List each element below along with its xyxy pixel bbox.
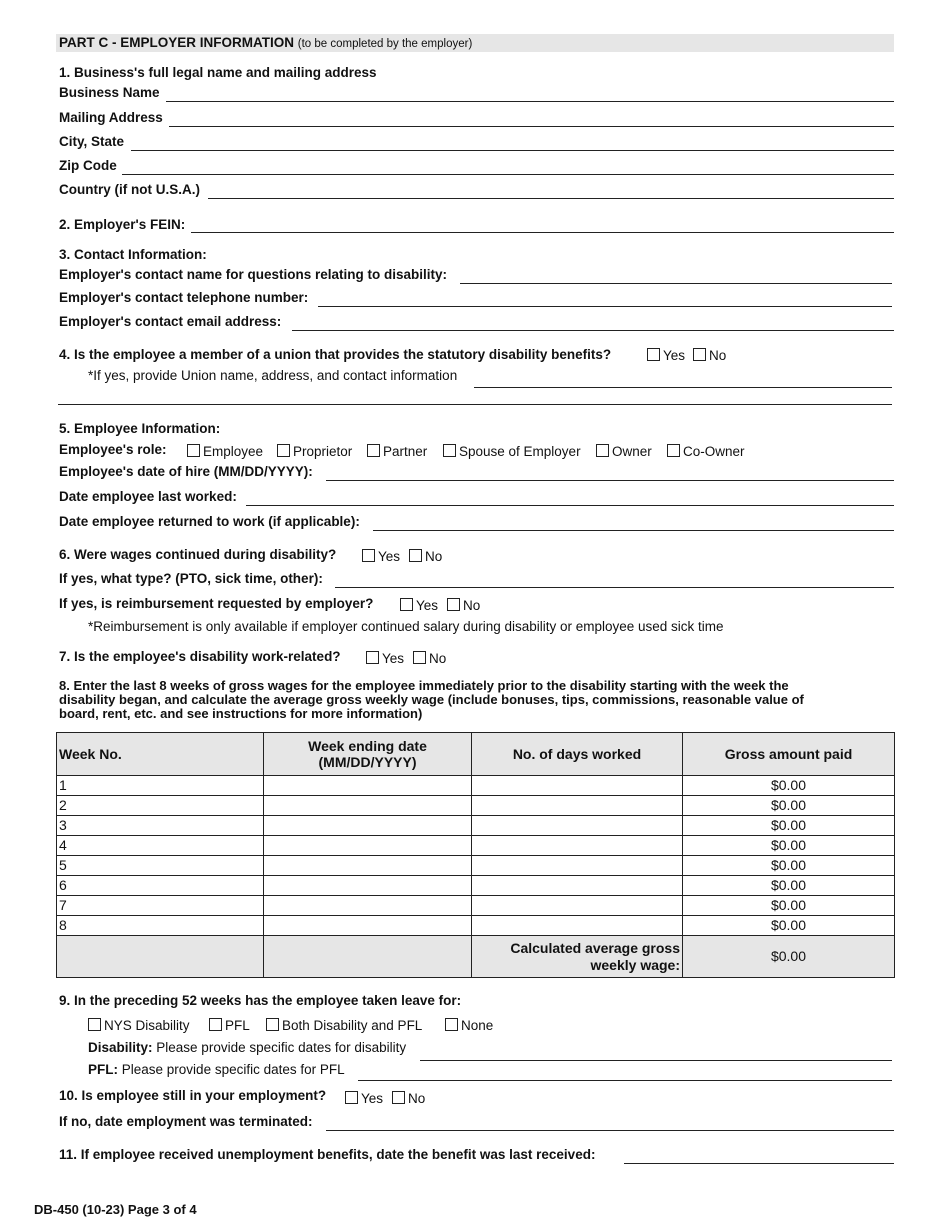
union-info-field-2[interactable]: [58, 404, 892, 405]
role-spouse-checkbox[interactable]: [443, 444, 456, 457]
days-worked-cell[interactable]: [472, 916, 683, 936]
days-worked-cell[interactable]: [472, 796, 683, 816]
returned-label: Date employee returned to work (if applicable):: [59, 514, 360, 529]
week-ending-cell[interactable]: [264, 896, 472, 916]
col-week-ending-line1: Week ending date: [308, 738, 427, 754]
col-gross-amount: Gross amount paid: [683, 733, 895, 776]
week-ending-cell[interactable]: [264, 876, 472, 896]
average-empty-cell-2: [264, 936, 472, 978]
wage-type-label: If yes, what type? (PTO, sick time, other):: [59, 571, 323, 586]
gross-amount-cell[interactable]: $0.00: [683, 836, 895, 856]
section-note: (to be completed by the employer): [297, 38, 473, 50]
disability-dates-field[interactable]: [420, 1060, 892, 1061]
still-employed-no-label: No: [408, 1091, 426, 1106]
work-related-question: 7. Is the employee's disability work-related?: [59, 649, 341, 664]
pfl-dates-label: [88, 1062, 345, 1077]
role-employee-checkbox[interactable]: [187, 444, 200, 457]
reimbursement-question: If yes, is reimbursement requested by employer?: [59, 596, 374, 611]
contact-email-label: Employer's contact email address:: [59, 314, 282, 329]
week-no-cell: 3: [57, 816, 264, 836]
reimb-no-label: No: [463, 598, 481, 613]
wage-type-field[interactable]: [335, 587, 894, 588]
contact-email-field[interactable]: [292, 330, 894, 331]
week-no-cell: 7: [57, 896, 264, 916]
pfl-dates-bold: PFL:: [88, 1062, 118, 1077]
page-footer: DB-450 (10-23) Page 3 of 4: [34, 1202, 197, 1217]
week-ending-cell[interactable]: [264, 776, 472, 796]
average-label-line1: Calculated average gross: [510, 939, 680, 956]
table-row: [57, 796, 895, 816]
contact-phone-label: Employer's contact telephone number:: [59, 290, 309, 305]
reimb-yes-label: Yes: [416, 598, 439, 613]
table-row: [57, 856, 895, 876]
last-worked-field[interactable]: [246, 505, 894, 506]
week-ending-cell[interactable]: [264, 816, 472, 836]
zip-code-field[interactable]: [122, 174, 894, 175]
leave-pfl-option[interactable]: [209, 1018, 250, 1033]
days-worked-cell[interactable]: [472, 836, 683, 856]
still-employed-yes-option[interactable]: [345, 1091, 383, 1106]
table-header-row: [57, 733, 895, 776]
union-yes-checkbox[interactable]: [647, 348, 660, 361]
reimb-no-checkbox[interactable]: [447, 598, 460, 611]
week-ending-cell[interactable]: [264, 796, 472, 816]
wages-yes-label: Yes: [378, 549, 401, 564]
section-header: [59, 35, 472, 50]
last-worked-label: Date employee last worked:: [59, 489, 237, 504]
hire-date-label: Employee's date of hire (MM/DD/YYYY):: [59, 464, 313, 479]
country-field[interactable]: [208, 198, 894, 199]
reimb-yes-option[interactable]: [400, 598, 438, 613]
week-ending-cell[interactable]: [264, 836, 472, 856]
hire-date-field[interactable]: [326, 480, 894, 481]
leave-none-checkbox[interactable]: [445, 1018, 458, 1031]
section-title: PART C - EMPLOYER INFORMATION: [59, 35, 294, 50]
wages-no-label: No: [425, 549, 443, 564]
union-info-field-1[interactable]: [474, 387, 892, 388]
zip-code-label: Zip Code: [59, 158, 117, 173]
week-no-cell: 1: [57, 776, 264, 796]
col-days-worked: No. of days worked: [472, 733, 683, 776]
role-partner-option[interactable]: [367, 444, 427, 459]
week-no-cell: 4: [57, 836, 264, 856]
days-worked-cell[interactable]: [472, 876, 683, 896]
unemployment-date-field[interactable]: [624, 1163, 894, 1164]
role-proprietor-checkbox[interactable]: [277, 444, 290, 457]
mailing-address-field[interactable]: [169, 126, 894, 127]
reimbursement-note: *Reimbursement is only available if employer continued salary during disability or employee used sick time: [88, 619, 724, 634]
still-employed-question: 10. Is employee still in your employment?: [59, 1088, 327, 1103]
role-spouse-option[interactable]: [443, 444, 581, 459]
still-employed-yes-checkbox[interactable]: [345, 1091, 358, 1104]
wages-table: [56, 732, 895, 978]
pfl-dates-field[interactable]: [358, 1080, 892, 1081]
role-owner-label: Owner: [612, 444, 652, 459]
table-row: [57, 876, 895, 896]
week-no-cell: 2: [57, 796, 264, 816]
fein-label: 2. Employer's FEIN:: [59, 217, 186, 232]
role-co-owner-label: Co-Owner: [683, 444, 745, 459]
role-spouse-label: Spouse of Employer: [459, 444, 581, 459]
role-co-owner-checkbox[interactable]: [667, 444, 680, 457]
gross-amount-cell[interactable]: $0.00: [683, 776, 895, 796]
table-row: [57, 776, 895, 796]
work-related-yes-checkbox[interactable]: [366, 651, 379, 664]
col-week-ending: [264, 733, 472, 776]
union-no-option[interactable]: [693, 348, 726, 363]
role-partner-label: Partner: [383, 444, 428, 459]
gross-amount-cell[interactable]: $0.00: [683, 856, 895, 876]
still-employed-yes-label: Yes: [361, 1091, 384, 1106]
days-worked-cell[interactable]: [472, 816, 683, 836]
union-question: 4. Is the employee a member of a union that provides the statutory disability benefits?: [59, 347, 612, 362]
terminated-date-field[interactable]: [326, 1130, 894, 1131]
average-empty-cell-1: [57, 936, 264, 978]
leave-nys-disability-checkbox[interactable]: [88, 1018, 101, 1031]
average-label-line2: weekly wage:: [590, 956, 680, 973]
union-yes-label: Yes: [663, 348, 686, 363]
table-row: [57, 896, 895, 916]
city-state-field[interactable]: [131, 150, 894, 151]
business-name-label: Business Name: [59, 85, 160, 100]
wages-yes-option[interactable]: [362, 549, 400, 564]
wages-continued-question: 6. Were wages continued during disability?: [59, 547, 337, 562]
role-owner-checkbox[interactable]: [596, 444, 609, 457]
disability-dates-text: Please provide specific dates for disability: [156, 1040, 407, 1055]
work-related-no-label: No: [429, 651, 447, 666]
col-week-no: Week No.: [57, 733, 264, 776]
contact-phone-field[interactable]: [318, 306, 892, 307]
q3-title: 3. Contact Information:: [59, 247, 207, 262]
work-related-yes-label: Yes: [382, 651, 405, 666]
gross-amount-cell[interactable]: $0.00: [683, 876, 895, 896]
wages-instructions-line-1: 8. Enter the last 8 weeks of gross wages for the employee immediately prior to the disability starting with the week the: [59, 678, 789, 693]
union-no-label: No: [709, 348, 727, 363]
role-proprietor-label: Proprietor: [293, 444, 353, 459]
week-ending-cell[interactable]: [264, 856, 472, 876]
leave-none-label: None: [461, 1018, 494, 1033]
table-row: [57, 816, 895, 836]
gross-amount-cell[interactable]: $0.00: [683, 896, 895, 916]
week-ending-cell[interactable]: [264, 916, 472, 936]
gross-amount-cell[interactable]: $0.00: [683, 916, 895, 936]
pfl-dates-text: Please provide specific dates for PFL: [121, 1062, 345, 1077]
average-value: $0.00: [683, 936, 895, 978]
work-related-no-option[interactable]: [413, 651, 446, 666]
leave-none-option[interactable]: [445, 1018, 493, 1033]
role-owner-option[interactable]: [596, 444, 652, 459]
still-employed-no-checkbox[interactable]: [392, 1091, 405, 1104]
mailing-address-label: Mailing Address: [59, 110, 163, 125]
reimb-no-option[interactable]: [447, 598, 480, 613]
role-proprietor-option[interactable]: [277, 444, 352, 459]
role-co-owner-option[interactable]: [667, 444, 745, 459]
contact-name-label: Employer's contact name for questions relating to disability:: [59, 267, 448, 282]
role-partner-checkbox[interactable]: [367, 444, 380, 457]
table-row: [57, 916, 895, 936]
union-note: *If yes, provide Union name, address, and contact information: [88, 368, 458, 383]
leave-both-label: Both Disability and PFL: [282, 1018, 423, 1033]
q5-title: 5. Employee Information:: [59, 421, 221, 436]
gross-amount-cell[interactable]: $0.00: [683, 816, 895, 836]
average-row: [57, 936, 895, 978]
wages-no-checkbox[interactable]: [409, 549, 422, 562]
country-label: Country (if not U.S.A.): [59, 182, 200, 197]
reimb-yes-checkbox[interactable]: [400, 598, 413, 611]
week-no-cell: 6: [57, 876, 264, 896]
unemployment-label: 11. If employee received unemployment benefits, date the benefit was last received:: [59, 1147, 596, 1162]
week-no-cell: 5: [57, 856, 264, 876]
average-label: [472, 936, 683, 978]
contact-name-field[interactable]: [460, 283, 892, 284]
wages-instructions: [59, 679, 909, 722]
union-no-checkbox[interactable]: [693, 348, 706, 361]
returned-field[interactable]: [373, 530, 894, 531]
city-state-label: City, State: [59, 134, 125, 149]
leave-both-option[interactable]: [266, 1018, 422, 1033]
col-week-ending-line2: (MM/DD/YYYY): [318, 754, 417, 770]
leave-nys-disability-label: NYS Disability: [104, 1018, 190, 1033]
leave-question: 9. In the preceding 52 weeks has the employee taken leave for:: [59, 993, 462, 1008]
wages-yes-checkbox[interactable]: [362, 549, 375, 562]
table-row: [57, 836, 895, 856]
leave-pfl-checkbox[interactable]: [209, 1018, 222, 1031]
work-related-yes-option[interactable]: [366, 651, 404, 666]
gross-amount-cell[interactable]: $0.00: [683, 796, 895, 816]
week-no-cell: 8: [57, 916, 264, 936]
days-worked-cell[interactable]: [472, 776, 683, 796]
leave-both-checkbox[interactable]: [266, 1018, 279, 1031]
role-label: Employee's role:: [59, 442, 167, 457]
fein-field[interactable]: [191, 232, 894, 233]
leave-pfl-label: PFL: [225, 1018, 250, 1033]
business-name-field[interactable]: [166, 101, 894, 102]
wages-no-option[interactable]: [409, 549, 442, 564]
role-employee-option[interactable]: [187, 444, 263, 459]
union-yes-option[interactable]: [647, 348, 685, 363]
disability-dates-bold: Disability:: [88, 1040, 153, 1055]
still-employed-no-option[interactable]: [392, 1091, 425, 1106]
days-worked-cell[interactable]: [472, 856, 683, 876]
q1-title: 1. Business's full legal name and mailing address: [59, 65, 377, 80]
terminated-date-label: If no, date employment was terminated:: [59, 1114, 313, 1129]
leave-nys-disability-option[interactable]: [88, 1018, 190, 1033]
work-related-no-checkbox[interactable]: [413, 651, 426, 664]
role-employee-label: Employee: [203, 444, 264, 459]
wages-instructions-line-3: board, rent, etc. and see instructions for more information): [59, 706, 423, 722]
wages-instructions-line-2: disability began, and calculate the average gross weekly wage (include bonuses, tips, commissions, reasonable value of: [59, 692, 804, 708]
disability-dates-label: [88, 1040, 406, 1055]
days-worked-cell[interactable]: [472, 896, 683, 916]
